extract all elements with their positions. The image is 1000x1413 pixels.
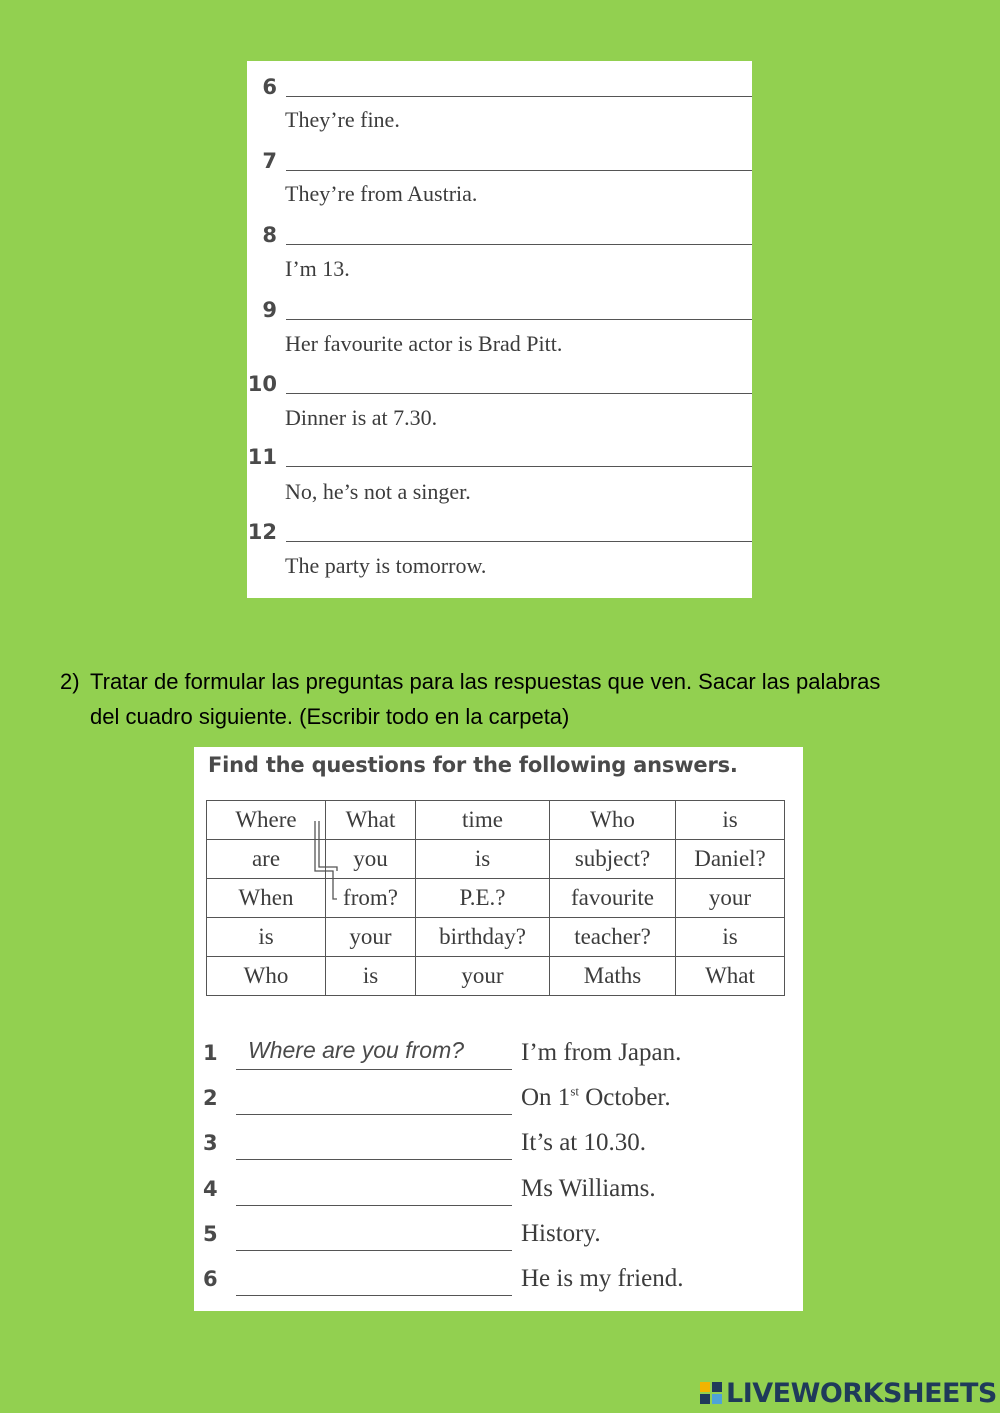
grid-cell: time (416, 801, 550, 840)
answer-text: October. (578, 1084, 671, 1111)
exercise-title: Find the questions for the following answers. (208, 753, 738, 777)
question-number: 11 (247, 445, 277, 469)
grid-cell: your (326, 918, 416, 957)
grid-row (207, 957, 785, 996)
exercise-answer (521, 1084, 671, 1112)
question-blank[interactable] (236, 1250, 512, 1251)
grid-cell: your (676, 879, 785, 918)
question-blank[interactable] (236, 1295, 512, 1296)
example-question: Where are you from? (248, 1037, 465, 1063)
grid-row (207, 879, 785, 918)
exercise-number: 2 (203, 1086, 218, 1110)
exercise-row (194, 1214, 803, 1254)
grid-cell: Who (207, 957, 326, 996)
grid-row (207, 918, 785, 957)
question-row (247, 292, 752, 320)
grid-cell: What (676, 957, 785, 996)
answer-blank[interactable] (286, 541, 752, 542)
grid-cell: are (207, 840, 326, 879)
given-answer: Her favourite actor is Brad Pitt. (285, 331, 563, 356)
given-answer: They’re from Austria. (285, 181, 478, 206)
question-number: 9 (262, 298, 277, 322)
question-blank[interactable] (236, 1159, 512, 1160)
exercise-answer: He is my friend. (521, 1265, 684, 1292)
question-number: 6 (262, 75, 277, 99)
grid-cell: What (326, 801, 416, 840)
exercise-number: 3 (203, 1131, 218, 1155)
answer-blank[interactable] (286, 244, 752, 245)
grid-cell: favourite (550, 879, 676, 918)
question-number: 12 (247, 520, 277, 544)
answer-blank[interactable] (286, 466, 752, 467)
exercise-number: 1 (203, 1041, 218, 1065)
exercise-number: 4 (203, 1177, 218, 1201)
ordinal-suffix: st (570, 1083, 579, 1099)
grid-cell: Who (550, 801, 676, 840)
grid-cell: is (676, 918, 785, 957)
grid-cell: birthday? (416, 918, 550, 957)
answer-blank[interactable] (286, 319, 752, 320)
question-row (247, 143, 752, 171)
grid-cell: is (676, 801, 785, 840)
grid-cell: is (207, 918, 326, 957)
exercise-row (194, 1259, 803, 1299)
grid-cell: subject? (550, 840, 676, 879)
given-answer: No, he’s not a singer. (285, 479, 471, 504)
question-number: 7 (262, 149, 277, 173)
given-answer: They’re fine. (285, 107, 400, 132)
question-blank[interactable] (236, 1114, 512, 1115)
answer-blank[interactable] (286, 96, 752, 97)
liveworksheets-logo-icon (700, 1382, 722, 1404)
answer-blank[interactable] (286, 170, 752, 171)
exercise-answer: I’m from Japan. (521, 1039, 682, 1066)
exercise-row (194, 1169, 803, 1209)
logo-text: LIVEWORKSHEETS (726, 1377, 997, 1409)
given-answer: I’m 13. (285, 256, 350, 281)
word-grid (206, 800, 785, 996)
instruction-number: 2) (60, 669, 80, 694)
question-number: 10 (247, 372, 277, 396)
grid-row (207, 840, 785, 879)
exercise-answer: Ms Williams. (521, 1175, 656, 1202)
grid-cell: When (207, 879, 326, 918)
grid-cell: Maths (550, 957, 676, 996)
question-row (247, 217, 752, 245)
exercise-row (194, 1033, 803, 1073)
exercise-answer: It’s at 10.30. (521, 1129, 646, 1156)
exercise-row (194, 1123, 803, 1163)
given-answer: Dinner is at 7.30. (285, 405, 438, 430)
answer-text: On 1 (521, 1084, 571, 1111)
question-row (247, 514, 752, 542)
answer-blank[interactable] (286, 393, 752, 394)
grid-cell: from? (326, 879, 416, 918)
instruction-text: Tratar de formular las preguntas para las respuestas que ven. Sacar las palabras del cuadro siguiente. (Escribir todo en la carpeta) (90, 669, 881, 729)
grid-cell: is (416, 840, 550, 879)
worksheet-part-2 (194, 747, 803, 1311)
question-blank[interactable] (236, 1205, 512, 1206)
liveworksheets-logo (700, 1375, 997, 1411)
question-blank[interactable] (236, 1069, 512, 1070)
exercise-number: 6 (203, 1267, 218, 1291)
grid-cell: your (416, 957, 550, 996)
grid-cell: is (326, 957, 416, 996)
grid-row (207, 801, 785, 840)
grid-cell: teacher? (550, 918, 676, 957)
exercise-row (194, 1078, 803, 1118)
question-row (247, 366, 752, 394)
question-number: 8 (262, 223, 277, 247)
exercise-number: 5 (203, 1222, 218, 1246)
grid-cell: P.E.? (416, 879, 550, 918)
question-row (247, 439, 752, 467)
grid-cell: Daniel? (676, 840, 785, 879)
grid-cell: you (326, 840, 416, 879)
question-row (247, 69, 752, 97)
exercise-answer: History. (521, 1220, 601, 1247)
worksheet-part-1 (247, 61, 752, 598)
instruction (60, 664, 890, 734)
given-answer: The party is tomorrow. (285, 553, 487, 578)
grid-cell: Where (207, 801, 326, 840)
